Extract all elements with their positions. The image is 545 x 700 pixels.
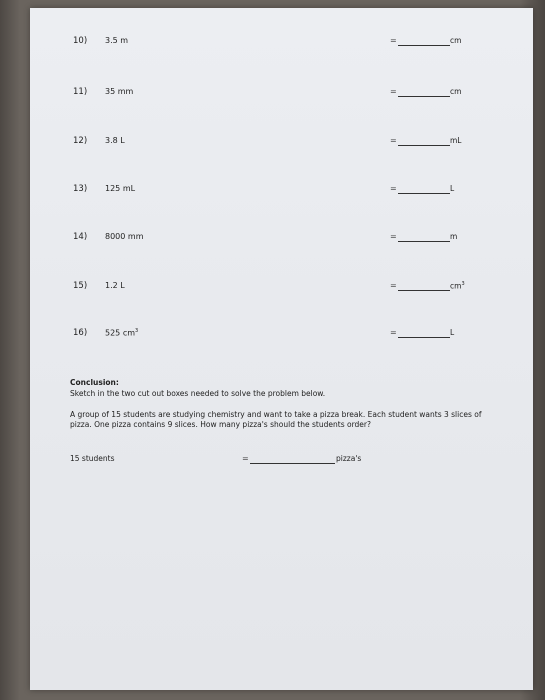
equals-sign: =	[390, 36, 397, 45]
answer-blank[interactable]	[398, 145, 450, 146]
target-unit: L	[450, 184, 455, 193]
unit-exponent: 3	[461, 281, 465, 287]
problem-row-16	[30, 328, 533, 352]
problem-row-11	[30, 87, 533, 111]
given-quantity: 125 mL	[105, 184, 136, 193]
equals-sign: =	[390, 87, 397, 96]
given-quantity	[105, 328, 138, 338]
unit-text: cm	[450, 281, 462, 291]
equals-sign: =	[242, 454, 249, 463]
equals-sign: =	[390, 281, 397, 290]
answer-blank[interactable]	[398, 96, 450, 97]
answer-blank[interactable]	[398, 45, 450, 46]
problem-number: 12)	[73, 136, 88, 146]
problem-number: 14)	[73, 232, 88, 242]
target-unit: m	[450, 232, 458, 241]
target-unit: cm	[450, 87, 462, 96]
problem-row-12	[30, 136, 533, 160]
equals-sign: =	[390, 328, 397, 337]
answer-blank[interactable]	[250, 463, 335, 464]
problem-row-13	[30, 184, 533, 208]
target-unit: mL	[450, 136, 462, 145]
conclusion-section	[70, 378, 490, 430]
answer-blank[interactable]	[398, 337, 450, 338]
pizza-problem-row	[70, 454, 490, 468]
given-quantity: 1.2 L	[105, 281, 125, 290]
problem-row-10	[30, 36, 533, 60]
conclusion-instruction: Sketch in the two cut out boxes needed to solve the problem below.	[70, 389, 326, 398]
given-quantity: 3.5 m	[105, 36, 129, 45]
answer-blank[interactable]	[398, 241, 450, 242]
answer-blank[interactable]	[398, 193, 450, 194]
equals-sign: =	[390, 232, 397, 241]
problem-row-15	[30, 281, 533, 305]
conclusion-heading: Conclusion:	[70, 378, 119, 387]
target-unit	[450, 281, 465, 291]
problem-number: 13)	[73, 184, 88, 194]
problem-number: 15)	[73, 281, 88, 291]
worksheet-page	[30, 8, 533, 690]
problem-row-14	[30, 232, 533, 256]
given-quantity: 8000 mm	[105, 232, 144, 241]
equals-sign: =	[390, 184, 397, 193]
problem-number: 10)	[73, 36, 88, 46]
word-problem: A group of 15 students are studying chemistry and want to take a pizza break. Each student wants 3 slices of pizza. One pizza contains 9 slices. How many pizza's should the students order?	[70, 410, 482, 429]
given-quantity: 3.8 L	[105, 136, 125, 145]
target-unit: L	[450, 328, 455, 337]
problem-number: 11)	[73, 87, 88, 97]
answer-unit: pizza's	[336, 454, 362, 463]
target-unit: cm	[450, 36, 462, 45]
given-students: 15 students	[70, 454, 115, 463]
equals-sign: =	[390, 136, 397, 145]
quantity-exponent: 3	[135, 328, 139, 334]
answer-blank[interactable]	[398, 290, 450, 291]
given-quantity: 35 mm	[105, 87, 134, 96]
problem-number: 16)	[73, 328, 88, 338]
quantity-text: 525 cm	[105, 328, 136, 338]
